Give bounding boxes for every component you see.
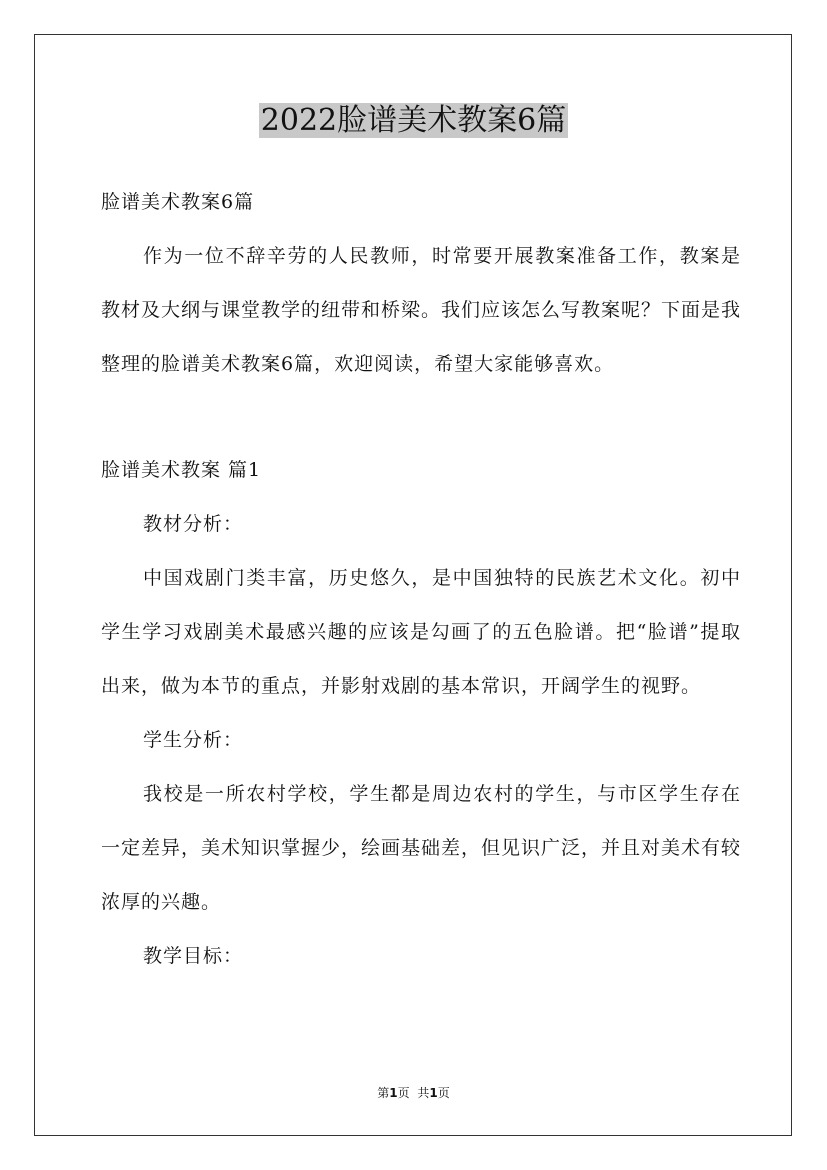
paragraph-gap <box>101 391 741 443</box>
intro-paragraph: 作为一位不辞辛劳的人民教师，时常要开展教案准备工作，教案是教材及大纲与课堂教学的纽带和桥梁。我们应该怎么写教案呢？下面是我整理的脸谱美术教案6篇，欢迎阅读，希望大家能够喜欢。 <box>101 245 742 375</box>
total-prefix: 共 <box>417 1086 430 1100</box>
goal-heading: 教学目标： <box>143 945 244 967</box>
page-suffix: 页 <box>397 1086 410 1100</box>
document-body <box>101 175 741 983</box>
page-footer <box>0 1084 827 1101</box>
material-heading: 教材分析： <box>143 513 244 535</box>
student-heading: 学生分析： <box>143 729 244 751</box>
total-number: 1 <box>429 1086 438 1100</box>
section-heading: 脸谱美术教案 篇1 <box>101 459 262 481</box>
page-number: 1 <box>389 1086 398 1100</box>
material-paragraph: 中国戏剧门类丰富，历史悠久，是中国独特的民族艺术文化。初中学生学习戏剧美术最感兴趣的应该是勾画了的五色脸谱。把“脸谱”提取出来，做为本节的重点，并影射戏剧的基本常识，开阔学生的视野。 <box>101 567 741 697</box>
document-title-text: 2022脸谱美术教案6篇 <box>260 103 567 138</box>
student-paragraph: 我校是一所农村学校，学生都是周边农村的学生，与市区学生存在一定差异，美术知识掌握少，绘画基础差，但见识广泛，并且对美术有较浓厚的兴趣。 <box>101 783 742 913</box>
page-prefix: 第 <box>377 1086 390 1100</box>
document-title <box>0 100 827 142</box>
total-suffix: 页 <box>437 1086 450 1100</box>
document-subtitle: 脸谱美术教案6篇 <box>101 191 255 213</box>
